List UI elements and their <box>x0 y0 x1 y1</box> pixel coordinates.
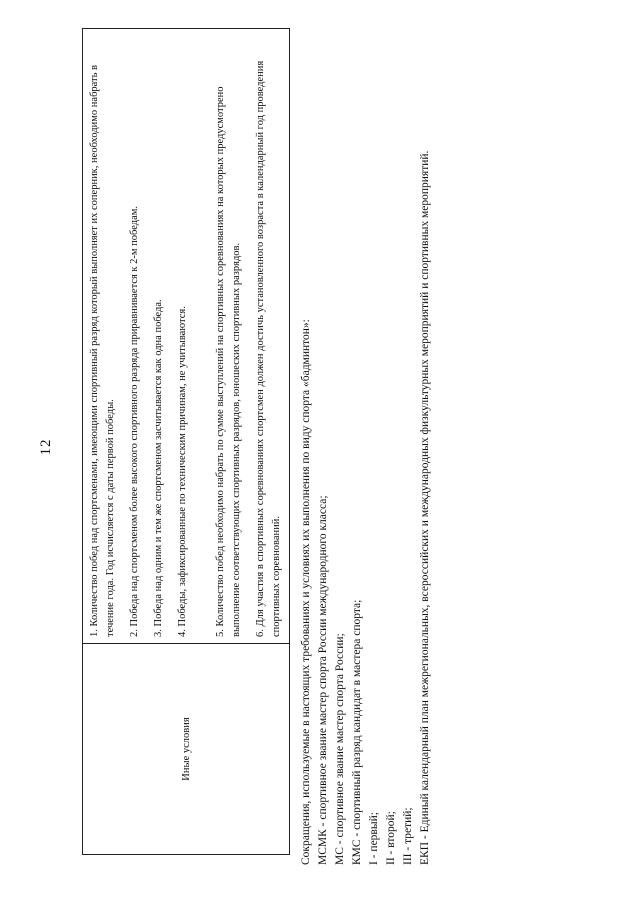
condition-6: 6. Для участия в спортивных соревнованиях спортсмен должен достичь установленного возраста в календарный год проведения спортивных соревнований. <box>255 60 282 637</box>
abbr-ekp: ЕКП - Единый календарный план межрегиональных, всероссийских и международных физкультурных мероприятий и спортивных мероприятий. <box>419 150 431 865</box>
table-conditions-cell <box>83 29 289 643</box>
table-label-cell <box>83 643 289 854</box>
abbr-third: III - третий; <box>402 807 414 865</box>
condition-3: 3. Победа над одним и тем же спортсменом засчитывается как одна победа. <box>153 299 164 637</box>
table-label: Иные условия <box>180 717 192 781</box>
abbreviations-intro: Сокращения, используемые в настоящих требованиях и условиях их выполнения по виду спорта «бадминтон»: <box>300 319 312 865</box>
condition-1: 1. Количество побед над спортсменами, имеющими спортивный разряд который выполняет их соперник, необходимо набрать в течение года. Год исчисляется с даты первой победы. <box>89 64 116 637</box>
condition-5: 5. Количество побед необходимо набрать по сумме выступлений на спортивных соревнованиях на которых предусмотрено выполнение соответствующих спортивных разрядов, юношеских спортивных разрядов. <box>215 86 242 637</box>
abbr-kms: КМС - спортивный разряд кандидат в мастера спорта; <box>351 599 363 865</box>
page-number: 12 <box>38 438 54 456</box>
abbr-msmk: МСМК - спортивное звание мастер спорта России международного класса; <box>317 495 329 865</box>
conditions-table <box>82 28 290 855</box>
abbreviations-section <box>298 5 434 865</box>
abbr-first: I - первый; <box>368 812 380 865</box>
condition-2: 2. Победа над спортсменом более высокого спортивного разряда приравнивается к 2-м победам. <box>129 205 140 637</box>
abbr-second: II - второй; <box>385 811 397 865</box>
condition-4: 4. Победы, зафиксированные по техническим причинам, не учитываются. <box>177 306 188 637</box>
abbr-ms: МС - спортивное звание мастер спорта России; <box>334 633 346 865</box>
